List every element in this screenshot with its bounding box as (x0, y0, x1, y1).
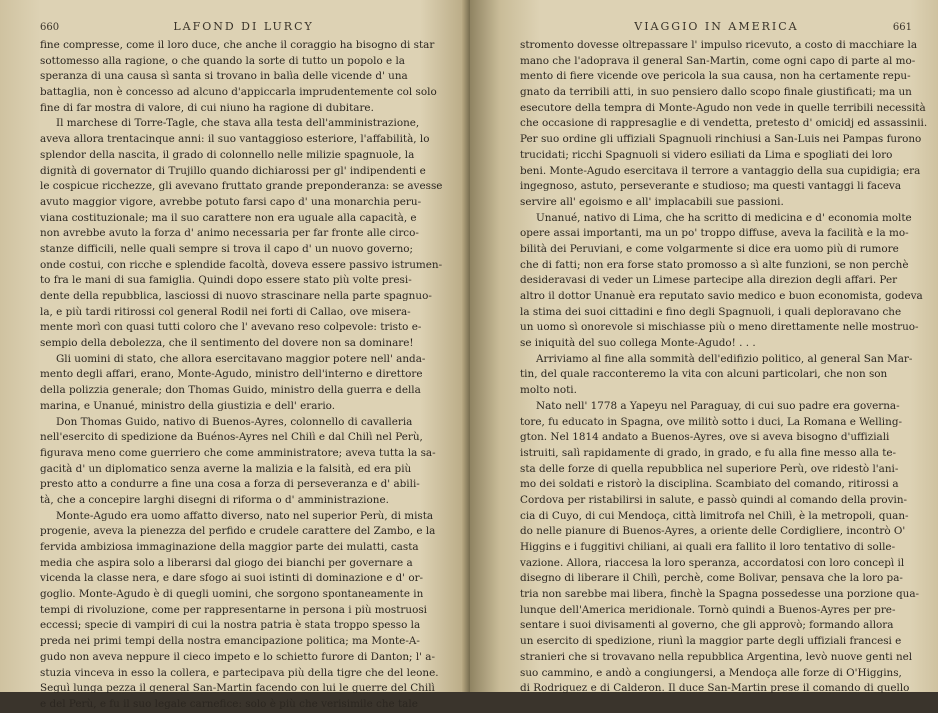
text-line: Cordova per ristabilirsi in salute, e passò quindi al comando della provin- (520, 493, 908, 506)
text-line: lunque dell'America meridionale. Tornò quindi a Buenos-Ayres per pre- (520, 603, 896, 616)
text-line: tempi di rivoluzione, come per rappresentarne in persona i più mostruosi (40, 603, 427, 616)
text-line: altro il dottor Unanuè era reputato savio medico e buon economista, godeva (520, 290, 923, 302)
text-line: aveva allora trentacinque anni: il suo vantaggioso esteriore, l'affabilità, lo (40, 133, 430, 146)
text-line: dente della repubblica, lasciossi di nuovo strascinare nella parte spagnuo- (40, 290, 432, 302)
text-line: Gli uomini di stato, che allora esercitavano maggior potere nell' anda- (56, 352, 426, 365)
text-line: Per suo ordine gli uffiziali Spagnuoli rinchiusi a San-Luis nei Pampas furono (520, 133, 922, 146)
text-line: Seguì lunga pezza il general San-Martin facendo con lui le guerre del Chilì (40, 682, 435, 695)
page-number: 661 (892, 22, 912, 33)
text-line: stanze difficili, nelle quali sempre si trova il capo d' un nuovo governo; (40, 242, 414, 255)
text-line: goglio. Monte-Agudo è di quegli uomini, che sorgono spontaneamente in (40, 588, 424, 601)
running-head: VIAGGIO IN AMERICA (634, 20, 799, 33)
text-line: Il marchese di Torre-Tagle, che stava alla testa dell'amministrazione, (56, 117, 420, 130)
right-page-header (520, 20, 912, 34)
text-line: Arriviamo al fine alla sommità dell'edifizio politico, al general San Mar- (536, 352, 913, 365)
text-line: tria non sarebbe mai libera, finchè la Spagna possedesse una porzione qua- (520, 588, 920, 601)
text-line: eccessi; specie di vampiri di cui la nostra patria è stata troppo spesso la (40, 619, 421, 632)
text-line: tin, del quale racconteremo la vita con alcuni particolari, che non son (520, 368, 888, 381)
text-line: cia di Cuyo, di cui Mendoça, città limitrofa nel Chilì, è la metropoli, quan- (520, 509, 909, 522)
text-line: presto atto a condurre a fine una cosa a forza di perseveranza e d' abili- (40, 478, 420, 491)
text-line: onde costui, con ricche e splendide facoltà, doveva essere passivo istrumen- (40, 258, 443, 271)
text-line: servire all' egoismo e all' implacabili sue passioni. (520, 195, 784, 208)
text-line: Unanué, nativo di Lima, che ha scritto di medicina e d' economia molte (536, 211, 912, 224)
text-line: gudo non aveva neppure il cieco impeto e lo schietto furore di Danton; l' a- (40, 650, 436, 663)
text-line: sempio della debolezza, che il sentimento del dovere non sa dominare! (40, 337, 414, 350)
text-line: gton. Nel 1814 andato a Buenos-Ayres, ove si aveva bisogno d'uffiziali (520, 431, 890, 444)
text-line: opere assai importanti, ma un po' troppo diffuse, aveva la facilità e la mo- (520, 227, 909, 240)
text-line: desideravasi di veder un Limese partecipe alla direzion degli affari. Per (520, 274, 898, 287)
text-line: Monte-Agudo era uomo affatto diverso, nato nel superior Perù, di mista (56, 509, 434, 522)
text-line: marina, e Unanué, ministro della giustizia e dell' erario. (40, 399, 336, 412)
left-page-header (40, 20, 448, 34)
text-line: stromento dovesse oltrepassare l' impulso ricevuto, a costo di macchiare la (520, 39, 918, 51)
text-line: esecutore della tempra di Monte-Agudo non vede in quelle terribili necessità (520, 101, 926, 114)
text-line: di Rodriguez e di Calderon. Il duce San-Martin prese il comando di quello (520, 682, 910, 695)
text-line: che occasione di rappresaglie e di vendetta, pretesto d' omicidj ed assassinii. (520, 117, 928, 130)
text-line: fine di far mostra di valore, di cui niuno ha ragione di dubitare. (40, 101, 374, 114)
left-page-body (40, 38, 448, 713)
text-line: gnato da terribili atti, in suo pensiero dallo scopo finale giustificati; ma un (520, 86, 912, 99)
text-line: molto noti. (520, 384, 577, 397)
text-line: stuzia vinceva in esso la collera, e partecipava più della tigre che del leone. (40, 666, 439, 679)
text-line: Higgins e i fuggitivi chiliani, ai quali era fallito il loro tentativo di solle- (520, 541, 896, 553)
text-line: vicenda la classe nera, e dare sfogo ai suoi istinti di dominazione e d' or- (40, 572, 424, 585)
text-line: fervida ambiziosa immaginazione della maggior parte dei mulatti, casta (40, 541, 419, 553)
text-line: mento degli affari, erano, Monte-Agudo, ministro dell'interno e direttore (40, 368, 423, 381)
text-line: e del Perù, e fu il suo legale carnefice: solo è più che verisimile che tale (40, 697, 418, 710)
page-number: 660 (40, 22, 60, 33)
text-line: un esercito di spedizione, riunì la maggior parte degli uffiziali francesi e (520, 635, 902, 648)
text-line: la, e più tardi ritirossi col general Rodil nei forti di Callao, ove misera- (40, 305, 411, 318)
text-line: Don Thomas Guido, nativo di Buenos-Ayres, colonnello di cavalleria (56, 415, 413, 428)
text-line: trucidati; ricchi Spagnuoli si videro esiliati da Lima e spogliati dei loro (520, 148, 893, 161)
running-head: LAFOND DI LURCY (173, 20, 314, 33)
text-line: progenie, aveva la pienezza del perfido e crudele carattere del Zambo, e la (40, 525, 436, 538)
text-line: viana costituzionale; ma il suo carattere non era uguale alla capacità, e (40, 211, 417, 224)
text-line: ingegnoso, astuto, perseverante e studioso; ma questi vantaggi li faceva (520, 180, 902, 193)
text-line: mente morì con quasi tutti coloro che l' avevano reso colpevole: tristo e- (40, 321, 422, 334)
text-line: della polizzia generale; don Thomas Guido, ministro della guerra e della (40, 384, 421, 397)
text-line: tà, che a concepire larghi disegni di riforma o d' amministrazione. (40, 493, 389, 506)
text-line: stranieri che si trovavano nella repubblica Argentina, levò nuove genti nel (520, 650, 913, 663)
text-line: speranza di una causa sì santa si trovano in balìa delle vicende d' una (40, 70, 408, 83)
text-line: sottomesso alla ragione, o che quando la sorte di tutto un popolo e la (40, 54, 405, 67)
text-line: non avrebbe avuto la forza d' animo necessaria per far fronte alle circo- (40, 227, 419, 240)
text-line: mano che l'adoprava il general San-Martin, come ogni capo di parte al mo- (520, 54, 916, 67)
text-line: splendor della nascita, il grado di colonnello nelle milizie spagnuole, la (40, 148, 415, 161)
left-page (0, 0, 470, 710)
text-line: disegno di liberare il Chilì, perchè, come Bolivar, pensava che la loro pa- (520, 572, 903, 585)
text-line: beni. Monte-Agudo esercitava il terrore a vantaggio della sua cupidigia; era (520, 164, 921, 177)
text-line: dignità di governator di Trujillo quando dichiarossi per gl' indipendenti e (40, 164, 426, 177)
right-page-body (520, 38, 928, 697)
text-line: battaglia, non è concesso ad alcuno d'appiccarla imprudentemente col solo (40, 86, 437, 99)
text-line: sta delle forze di quella repubblica nel superiore Perù, ove ridestò l'ani- (520, 462, 899, 475)
right-page (470, 0, 938, 695)
text-line: mento di fiere vicende ove pericola la sua causa, non ha certamente repu- (520, 70, 911, 83)
text-line: vazione. Allora, riaccesa la loro speranza, accordatosi con loro concepì il (520, 556, 905, 569)
text-line: un uomo sì onorevole si mischiasse più o meno direttamente nelle mostruo- (520, 321, 919, 334)
text-line: suo cammino, e andò a congiungersi, a Mendoça alle forze di O'Higgins, (520, 666, 902, 679)
text-line: tore, fu educato in Spagna, ove militò sotto i duci, La Romana e Welling- (520, 415, 902, 428)
text-line: nell'esercito di spedizione da Buénos-Ayres nel Chilì e dal Chilì nel Perù, (40, 431, 423, 444)
text-line: istruiti, salì rapidamente di grado, in grado, e fu alla fine messo alla te- (520, 446, 897, 459)
text-line: figurava meno come guerriero che come amministratore; aveva tutta la sa- (40, 446, 436, 459)
text-line: do nelle pianure di Buenos-Ayres, a oriente delle Cordigliere, incontrò O' (520, 525, 906, 538)
text-line: fine compresse, come il loro duce, che anche il coraggio ha bisogno di star (40, 39, 435, 51)
text-line: mo dei soldati e ristorò la disciplina. Scambiato del comando, ritirossi a (520, 478, 899, 491)
text-line: se iniquità del suo collega Monte-Agudo! . . . (520, 337, 756, 350)
text-line: to fra le mani di sua famiglia. Quindi dopo essere stato più volte presi- (40, 274, 412, 287)
text-line: la stima dei suoi cittadini e fino degli Spagnuoli, i quali deploravano che (520, 305, 902, 318)
text-line: che di fatti; non era forse stato promosso a sì alte funzioni, se non perchè (520, 258, 909, 271)
text-line: media che aspira solo a liberarsi dal giogo dei bianchi per governare a (40, 556, 413, 569)
text-line: bilità dei Peruviani, e come volgarmente si dice era uomo più di rumore (520, 242, 899, 255)
text-line: gacità d' un diplomatico senza averne la malizia e la falsità, ed era più (40, 462, 412, 475)
text-line: Nato nell' 1778 a Yapeyu nel Paraguay, di cui suo padre era governa- (536, 399, 900, 412)
text-line: preda nei primi tempi della nostra emancipazione politica; ma Monte-A- (40, 635, 420, 648)
text-line: le cospicue ricchezze, gli avevano fruttato grande preponderanza: se avesse (40, 180, 443, 193)
text-line: avuto maggior vigore, avrebbe potuto farsi capo d' una monarchia peru- (40, 195, 422, 208)
text-line: sentare i suoi divisamenti al governo, che gli approvò; formando allora (520, 619, 894, 632)
